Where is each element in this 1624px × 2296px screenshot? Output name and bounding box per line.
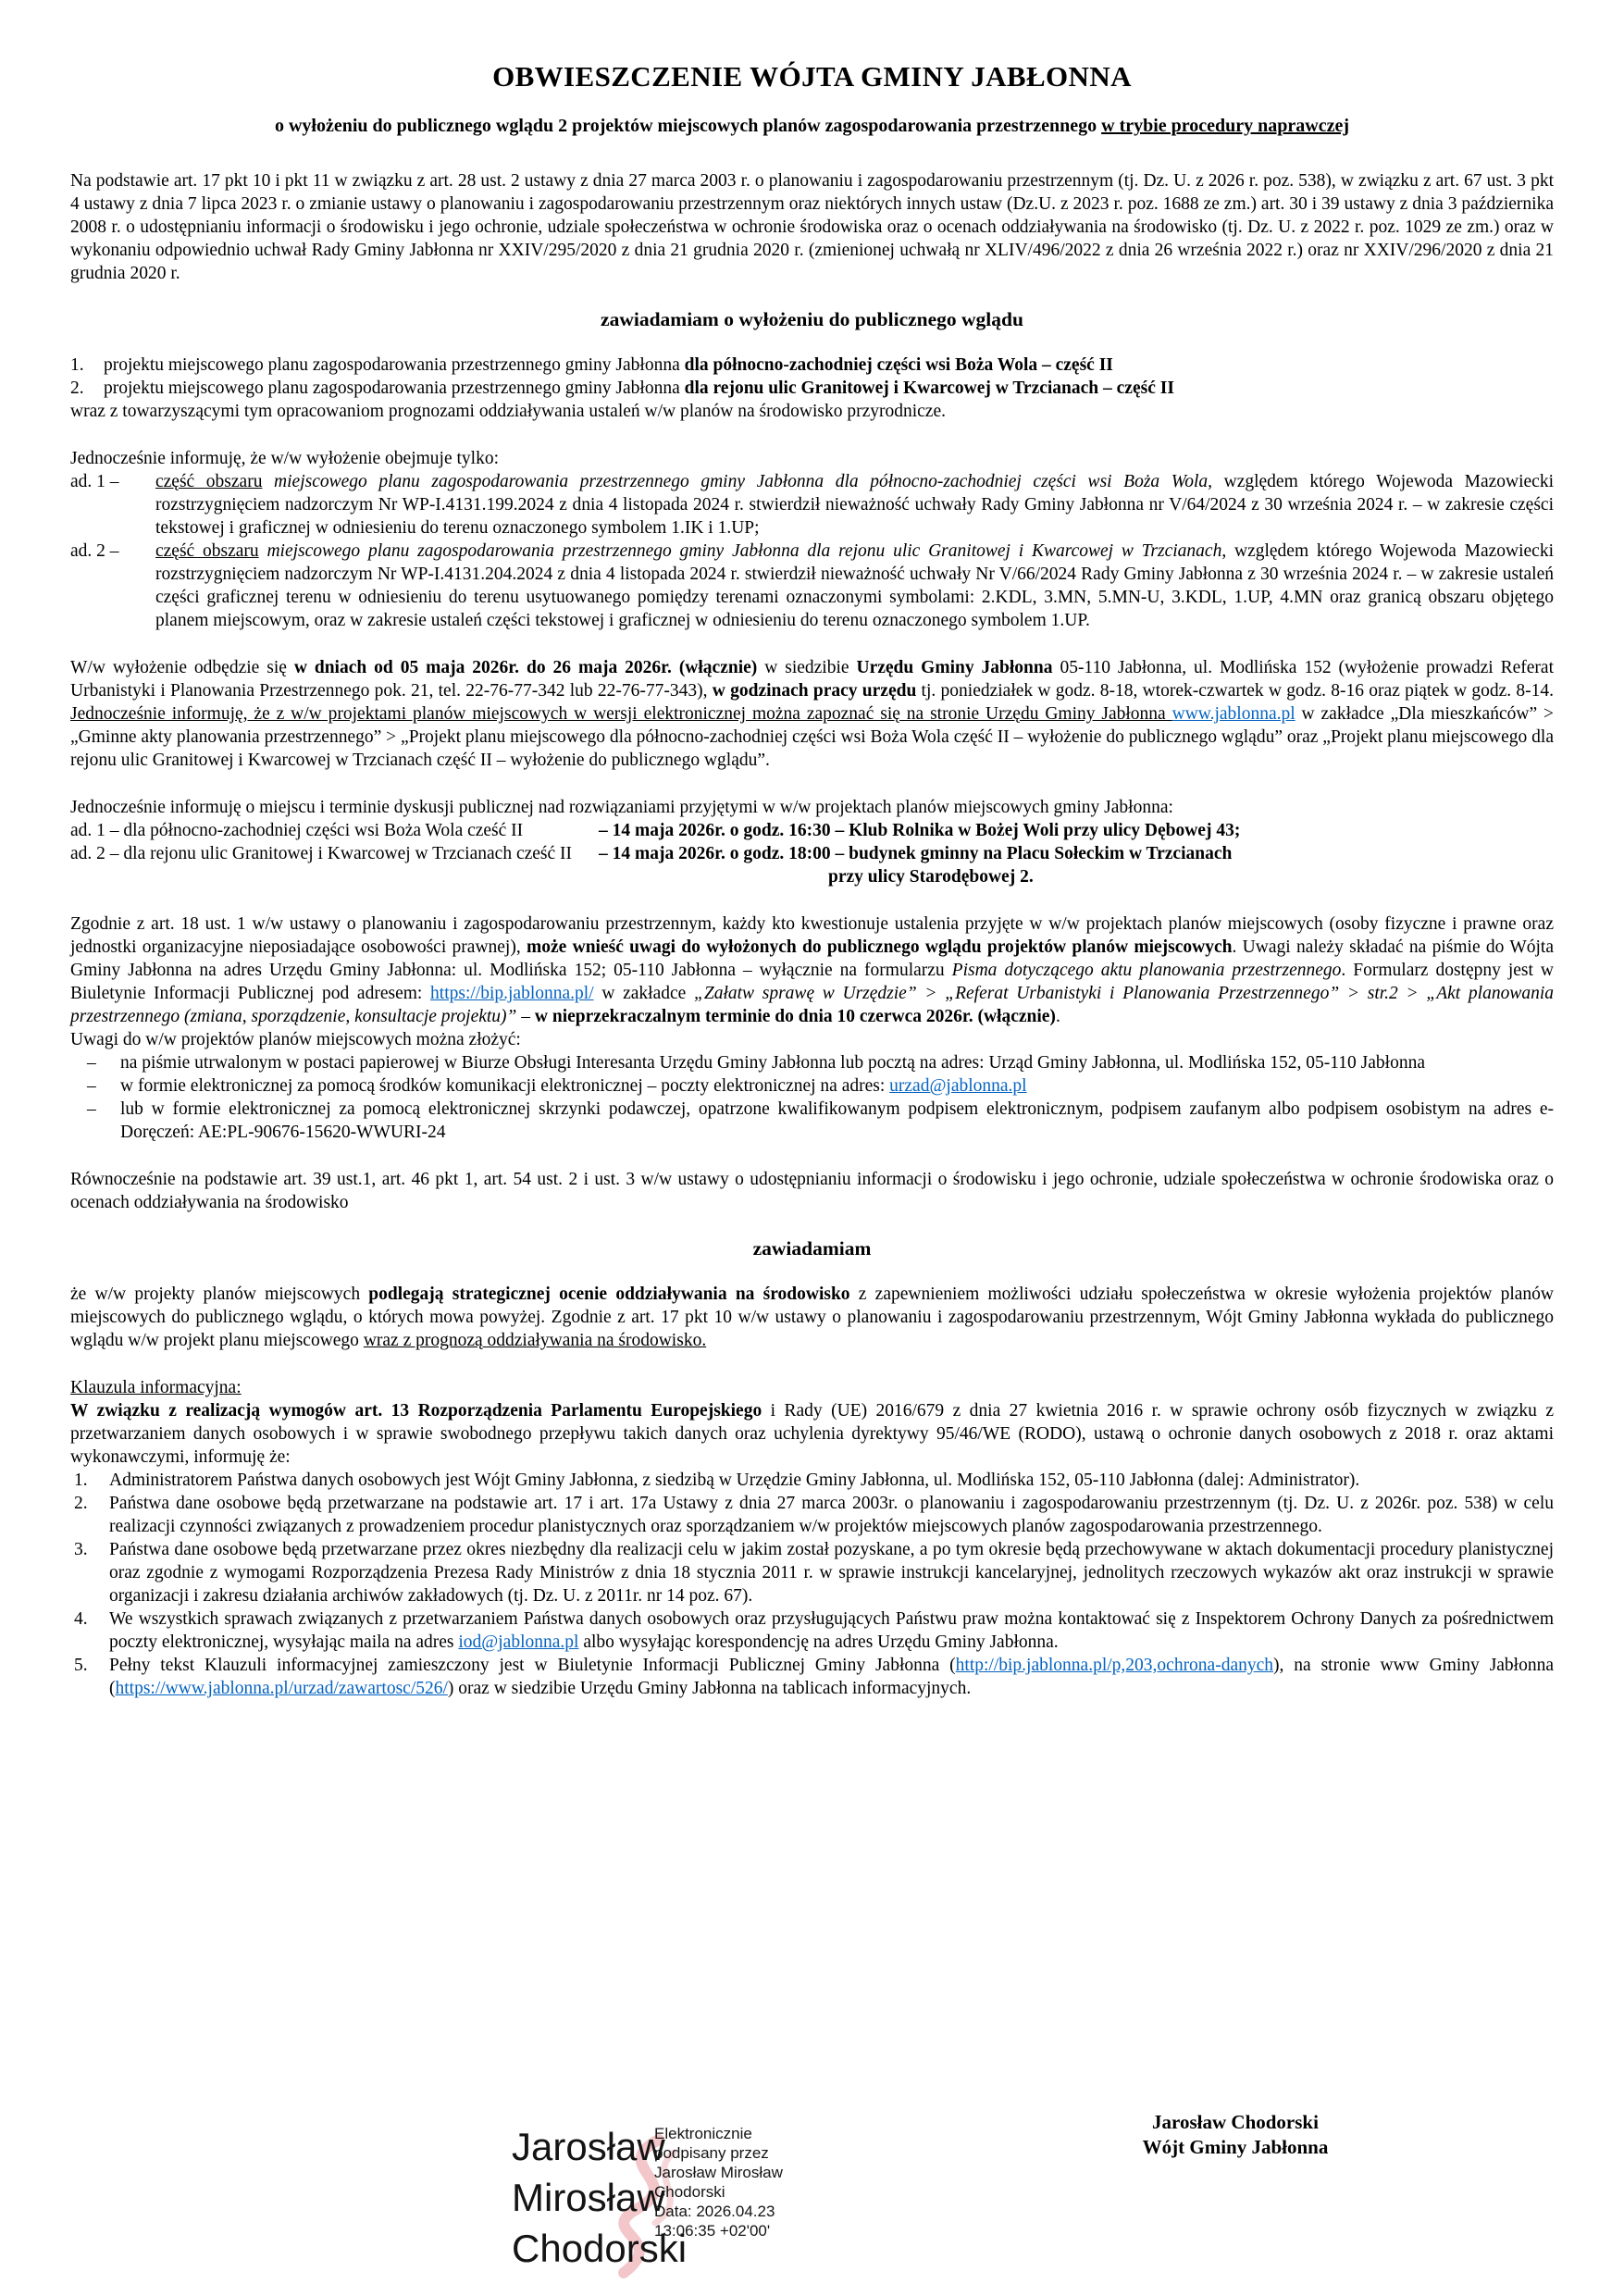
stamp-details-line: 13:06:35 +02'00': [654, 2222, 771, 2240]
discussion-row-2-subject: ad. 2 – dla rejonu ulic Granitowej i Kwarcowej w Trzcianach cześć II: [70, 844, 573, 863]
rodo-item-5-text: [109, 1654, 1554, 1700]
signature-area: [0, 2099, 1624, 2296]
text-run: z zapewnieniem możliwości udziału społeczeństwa w okresie wyłożenia projektów planów miejscowych do publicznego wglądu, o których mowa powyżej. Zgodnie z art. 17 pkt 10 w/w ustawy o planowaniu i zagospodarowaniu przestrzennym, Wójt Gminy Jabłonna wykłada do publicznego wglądu w/w projekt planu miejscowego: [70, 1285, 1554, 1350]
text-run: lub w formie elektronicznej za pomocą elektronicznej skrzynki podawczej, opatrzone kwalifikowanym podpisem elektronicznym, podpisem zaufanym albo podpisem osobistym na adres e-Doręczeń: AE:PL-90676-15620-WWURI-24: [120, 1099, 1554, 1142]
comment-channel-2-text: [120, 1074, 1554, 1098]
text-run: 05-110 Jabłonna, ul. Modlińska 152 (wyłożenie prowadzi Referat Urbanistyki i Planowania Przestrzennego pok. 21, tel. 22-76-77-342 lub 22-76-77-343),: [70, 658, 1554, 701]
text-run: Jednocześnie informuję, że z w/w projektami planów miejscowych w wersji elektronicznej można zapoznać się na stronie Urzędu Gminy Jabłonna: [70, 704, 1172, 724]
text-run: Administratorem Państwa danych osobowych jest Wójt Gminy Jabłonna, z siedzibą w Urzędzie Gminy Jabłonna, ul. Modlińska 152, 05-110 Jabłonna (dalej: Administrator).: [109, 1471, 1360, 1490]
plan-item-1-number: 1.: [70, 355, 84, 375]
text-run: może wnieść uwagi do wyłożonych do publicznego wglądu projektów planów miejscowych: [527, 937, 1233, 957]
scope-ad2-text: [155, 540, 1554, 632]
text-run: albo wysyłając korespondencję na adres Urzędu Gminy Jabłonna.: [578, 1632, 1059, 1652]
comments-section: [70, 912, 1554, 1144]
rodo-item-1: [70, 1469, 1554, 1492]
text-run: .: [1055, 1007, 1060, 1026]
text-run: w zakładce „Dla mieszkańców” > „Gminne akty planowania przestrzennego” > „Projekt planu miejscowego dla północno-zachodniej części wsi Boża Wola część II – wyłożenie do publicznego wglądu” oraz „Projekt planu miejscowego dla rejonu ulic Granitowej i Kwarcowej w Trzcianach część II – wyłożenie do publicznego wglądu”.: [70, 704, 1554, 770]
text-run: dla północno-zachodniej części wsi Boża Wola – część II: [684, 355, 1113, 375]
text-run: Pełny tekst Klauzuli informacyjnej zamieszczony jest w Biuletynie Informacji Publicznej Gminy Jabłonna (: [109, 1656, 956, 1675]
sea-paragraph: [70, 1283, 1554, 1352]
discussion-row-2: [70, 842, 1554, 888]
rodo-item-3-text: [109, 1538, 1554, 1607]
discussion-row-1-details: – 14 maja 2026r. o godz. 16:30 – Klub Rolnika w Bożej Woli przy ulicy Dębowej 43;: [599, 821, 1241, 840]
comment-channel-1: [70, 1051, 1554, 1074]
plans-list: [70, 354, 1554, 423]
comment-channel-2: [70, 1074, 1554, 1098]
dash-bullet: –: [87, 1099, 96, 1119]
text-run: miejscowego planu zagospodarowania przestrzennego gminy Jabłonna dla północno-zachodniej części wsi Boża Wola,: [274, 472, 1213, 491]
scope-ad1: [70, 470, 1554, 540]
text-run: projektu miejscowego planu zagospodarowania przestrzennego gminy Jabłonna: [104, 379, 685, 398]
text-run: , względem którego Wojewoda Mazowiecki rozstrzygnięciem nadzorczym Nr WP-I.4131.204.2024 z dnia 4 listopada 2024 r. stwierdził nieważność uchwały Nr V/66/2024 Rady Gminy Jabłonna z 30 września 2024 r. – w zakresie ustaleń części graficznej terenu w odniesieniu do terenu usytuowanego pomiędzy terenami oznaczonymi symbolami: 2.KDL, 3.MN, 5.MN-U, 3.KDL, 1.UP, 4.MN oraz granicą obszaru objętego planem miejscowym, oraz w zakresie ustaleń części tekstowej i graficznej w odniesieniu do terenu oznaczonego symbolem 1.UP.: [155, 541, 1555, 630]
text-run: projektu miejscowego planu zagospodarowania przestrzennego gminy Jabłonna: [104, 355, 685, 375]
legal-basis-paragraph: Na podstawie art. 17 pkt 10 i pkt 11 w związku z art. 28 ust. 2 ustawy z dnia 27 marca 2003 r. o planowaniu i zagospodarowaniu przestrzennym (tj. Dz. U. z 2026 r. poz. 538), w związku z art. 67 ust. 3 pkt 4 ustawy z dnia 7 lipca 2023 r. o zmianie ustawy o planowaniu i zagospodarowaniu przestrzennym oraz niektórych innych ustaw (Dz.U. z 2023 r. poz. 1688 ze zm.) art. 30 i 39 ustawy z dnia 3 października 2008 r. o udostępnianiu informacji o środowisku i jego ochronie, udziale społeczeństwa w ochronie środowiska oraz o ocenach oddziaływania na środowisko (tj. Dz. U. z 2022 r. poz. 1029 ze zm.) oraz w wykonaniu odpowiednio uchwał Rady Gminy Jabłonna nr XXIV/295/2020 z dnia 21 grudnia 2020 r. (zmienionej uchwałą nr XLIV/496/2022 z dnia 26 września 2022 r.) oraz nr XXIV/296/2020 z dnia 21 grudnia 2020 r.: [70, 171, 1554, 283]
text-run: miejscowego planu zagospodarowania przestrzennego gminy Jabłonna dla rejonu ulic Granitowej i Kwarcowej w Trzcianach: [267, 541, 1222, 561]
text-run: w nieprzekraczalnym terminie do dnia 10 czerwca 2026r. (włącznie): [534, 1007, 1056, 1026]
scope-ad1-text: [155, 470, 1554, 540]
text-run: Państwa dane osobowe będą przetwarzane na podstawie art. 17 i art. 17a Ustawy z dnia 27 marca 2003r. o planowaniu i zagospodarowaniu przestrzennym (tj. Dz. U. z 2026r. poz. 538) w celu realizacji czynności związanych z prowadzeniem procedur planistycznych oraz sporządzaniem w/w projektów miejscowych planów zagospodarowania przestrzennego.: [109, 1494, 1554, 1536]
hyperlink[interactable]: http://bip.jablonna.pl/p,203,ochrona-danych: [955, 1656, 1274, 1675]
comment-channel-1-text: [120, 1051, 1554, 1074]
text-run: tj. poniedziałek w godz. 8-18, wtorek-czwartek w godz. 8-16 oraz piątek w godz. 8-14.: [916, 681, 1555, 701]
text-run: ) oraz w siedzibie Urzędu Gminy Jabłonna na tablicach informacyjnych.: [447, 1679, 972, 1698]
text-run: dla rejonu ulic Granitowej i Kwarcowej w Trzcianach – część II: [684, 379, 1174, 398]
discussion-row-2-details-line1: – 14 maja 2026r. o godz. 18:00 – budynek gminny na Placu Sołeckim w Trzcianach: [599, 844, 1233, 863]
stamp-details-line: Elektronicznie: [654, 2125, 752, 2142]
hyperlink[interactable]: https://bip.jablonna.pl/: [430, 984, 594, 1003]
hyperlink[interactable]: https://www.jablonna.pl/urzad/zawartosc/526/: [115, 1679, 448, 1698]
text-run: część obszaru: [155, 541, 259, 561]
stamp-name-line: Mirosław: [512, 2176, 665, 2219]
comment-channel-3-text: [120, 1098, 1554, 1144]
text-run: Klauzula informacyjna:: [70, 1378, 242, 1397]
exhibition-paragraph: [70, 656, 1554, 772]
environmental-basis-paragraph: Równocześnie na podstawie art. 39 ust.1, art. 46 pkt 1, art. 54 ust. 2 i ust. 3 w/w ustawy o udostępnianiu informacji o środowisku i jego ochronie, udziale społeczeństwa w ochronie środowiska oraz o ocenach oddziaływania na środowisko: [70, 1170, 1554, 1212]
plans-tail-text: wraz z towarzyszącymi tym opracowaniom prognozami oddziaływania ustaleń w/w planów na środowisko przyrodnicze.: [70, 402, 946, 421]
hyperlink[interactable]: www.jablonna.pl: [1172, 704, 1295, 724]
text-run: część obszaru: [155, 472, 263, 491]
heading-public-display: zawiadamiam o wyłożeniu do publicznego wglądu: [601, 308, 1023, 330]
rodo-item-4-number: 4.: [74, 1609, 88, 1629]
scope-ad1-label: ad. 1 –: [70, 472, 119, 491]
document-title: OBWIESZCZENIE WÓJTA GMINY JABŁONNA: [492, 60, 1132, 93]
text-run: podlegają strategicznej ocenie oddziaływania na środowisko: [368, 1285, 850, 1304]
rodo-item-2-number: 2.: [74, 1494, 88, 1513]
stamp-details-line: Jarosław Mirosław: [654, 2164, 783, 2181]
scope-ad2: [70, 540, 1554, 632]
dash-bullet: –: [87, 1053, 96, 1073]
rodo-item-1-number: 1.: [74, 1471, 88, 1490]
text-run: w trybie procedury naprawczej: [1101, 116, 1350, 136]
discussion-row-1: [70, 819, 1554, 842]
scope-section: [70, 447, 1554, 632]
text-run: w dniach od 05 maja 2026r. do 26 maja 2026r. (włącznie): [293, 658, 758, 677]
discussion-row-1-subject: ad. 1 – dla północno-zachodniej części wsi Boża Wola cześć II: [70, 821, 524, 840]
text-run: ), na stronie www Gminy Jabłonna (: [109, 1656, 1555, 1698]
rodo-item-5-number: 5.: [74, 1656, 88, 1675]
discussion-intro: Jednocześnie informuję o miejscu i terminie dyskusji publicznej nad rozwiązaniami przyjętymi w w/w projektach planów miejscowych gminy Jabłonna:: [70, 798, 1173, 817]
text-run: [262, 472, 274, 491]
rodo-intro: [70, 1399, 1554, 1469]
digital-signature-details: [654, 2124, 783, 2240]
rodo-item-4-text: [109, 1607, 1554, 1654]
text-run: W/w wyłożenie odbędzie się: [70, 658, 294, 677]
comments-paragraph: [70, 912, 1554, 1028]
rodo-item-5: [70, 1654, 1554, 1700]
rodo-item-2: [70, 1492, 1554, 1538]
text-run: Zgodnie z art. 18 ust. 1 w/w ustawy o planowaniu i zagospodarowaniu przestrzennym, każdy kto kwestionuje ustalenia przyjęte w w/w projektach planów miejscowych (osoby fizyczne i prawne oraz jednostki organizacyjne nieposiadające osobowości prawnej),: [70, 914, 1554, 957]
rodo-item-1-text: [109, 1469, 1554, 1492]
text-run: w formie elektronicznej za pomocą środków komunikacji elektronicznej – poczty elektronicznej na adres:: [120, 1076, 890, 1096]
heading-notify: zawiadamiam: [752, 1237, 872, 1260]
text-run: o wyłożeniu do publicznego wglądu 2 projektów miejscowych planów zagospodarowania przestrzennego: [274, 116, 1102, 136]
text-run: Państwa dane osobowe będą przetwarzane przez okres niezbędny dla realizacji celu w jakim został pozyskane, a po tym okresie będą przechowywane w aktach dokumentacji procedury planistycznej oraz zgodnie z wymogami Rozporządzenia Prezesa Rady Ministrów z dnia 18 stycznia 2011 r. w sprawie instrukcji kancelaryjnej, jednolitych rzeczowych wykazów akt oraz instrukcji w sprawie organizacji i zakresu działania archiwów zakładowych (tj. Dz. U. z 2011r. nr 14 poz. 67).: [109, 1540, 1554, 1606]
comment-channel-3: [70, 1098, 1554, 1144]
text-run: w godzinach pracy urzędu: [712, 681, 917, 701]
signer-block: [1064, 2110, 1407, 2160]
text-run: „Załatw sprawę w Urzędzie” > „Referat Urbanistyki i Planowania Przestrzennego” > str.2 > „Akt planowania przestrzennego (zmiana, sporządzenie, konsultacje projektu)”: [70, 984, 1554, 1026]
scope-ad2-label: ad. 2 –: [70, 541, 119, 561]
scope-intro: Jednocześnie informuję, że w/w wyłożenie obejmuje tylko:: [70, 449, 499, 468]
text-run: W związku z realizacją wymogów art. 13 Rozporządzenia Parlamentu Europejskiego: [70, 1401, 762, 1421]
text-run: że w/w projekty planów miejscowych: [70, 1285, 369, 1304]
discussion-row-2-details: [599, 842, 1554, 888]
text-run: w zakładce: [593, 984, 695, 1003]
text-run: i Rady (UE) 2016/679 z dnia 27 kwietnia 2016 r. w sprawie ochrony osób fizycznych w związku z przetwarzaniem danych osobowych i w sprawie swobodnego przepływu takich danych oraz uchylenia dyrektywy 95/46/WE (RODO), ustawą o ochronie danych osobowych z 2018 r. oraz aktami wykonawczymi, informuję że:: [70, 1401, 1554, 1467]
text-run: względem którego Wojewoda Mazowiecki rozstrzygnięciem nadzorczym Nr WP-I.4131.199.2024 z dnia 4 listopada 2024 r. stwierdził nieważność uchwały Rady Gminy Jabłonna nr V/64/2024 z 30 września 2024 r. – w zakresie części tekstowej i graficznej w odniesieniu do terenu oznaczonego symbolem 1.IK i 1.UP;: [155, 472, 1555, 538]
hyperlink[interactable]: iod@jablonna.pl: [458, 1632, 579, 1652]
text-run: . Uwagi należy składać na piśmie do Wójta Gminy Jabłonna na adres Urzędu Gminy Jabłonna: ul. Modlińska 152; 05-110 Jabłonna – wyłącznie na formularzu: [70, 937, 1554, 980]
discussion-row-2-details-line2: przy ulicy Starodębowej 2.: [828, 867, 1034, 887]
stamp-details-line: podpisany przez: [654, 2144, 769, 2162]
signer-title: Wójt Gminy Jabłonna: [1142, 2136, 1329, 2158]
plan-item-2-text: [104, 377, 1554, 400]
signer-name: Jarosław Chodorski: [1152, 2111, 1319, 2133]
text-run: na piśmie utrwalonym w postaci papierowej w Biurze Obsługi Interesanta Urzędu Gminy Jabłonna lub pocztą na adres: Urząd Gminy Jabłonna, ul. Modlińska 152, 05-110 Jabłonna: [120, 1053, 1425, 1073]
text-run: We wszystkich sprawach związanych z przetwarzaniem Państwa danych osobowych oraz przysługujących Państwu praw można kontaktować się z Inspektorem Ochrony Danych za pośrednictwem poczty elektronicznej, wysyłając maila na adres: [109, 1609, 1554, 1652]
text-run: . Formularz dostępny jest w Biuletynie Informacji Publicznej pod adresem:: [70, 961, 1554, 1003]
stamp-details-line: Data: 2026.04.23: [654, 2203, 775, 2220]
public-discussion-section: [70, 796, 1554, 888]
rodo-clause-section: [70, 1376, 1554, 1700]
comments-channels-intro: Uwagi do w/w projektów planów miejscowych można złożyć:: [70, 1030, 521, 1049]
stamp-details-line: Chodorski: [654, 2183, 725, 2201]
text-run: –: [516, 1007, 535, 1026]
dash-bullet: –: [87, 1076, 96, 1096]
hyperlink[interactable]: urzad@jablonna.pl: [889, 1076, 1027, 1096]
plan-item-1: [70, 354, 1554, 377]
plan-item-2: [70, 377, 1554, 400]
plan-item-1-text: [104, 354, 1554, 377]
text-run: Urzędu Gminy Jabłonna: [856, 658, 1053, 677]
rodo-item-3-number: 3.: [74, 1540, 88, 1559]
rodo-label: [70, 1376, 1554, 1399]
text-run: w siedzibie: [757, 658, 857, 677]
text-run: Pisma dotyczącego aktu planowania przestrzennego: [951, 961, 1342, 980]
stamp-name-line: Jarosław: [512, 2125, 665, 2168]
stamp-name-line: Chodorski: [512, 2227, 688, 2270]
rodo-item-4: [70, 1607, 1554, 1654]
plan-item-2-number: 2.: [70, 379, 84, 398]
rodo-item-3: [70, 1538, 1554, 1607]
document-subtitle: [70, 115, 1554, 138]
rodo-item-2-text: [109, 1492, 1554, 1538]
text-run: wraz z prognozą oddziaływania na środowisko.: [363, 1331, 707, 1350]
